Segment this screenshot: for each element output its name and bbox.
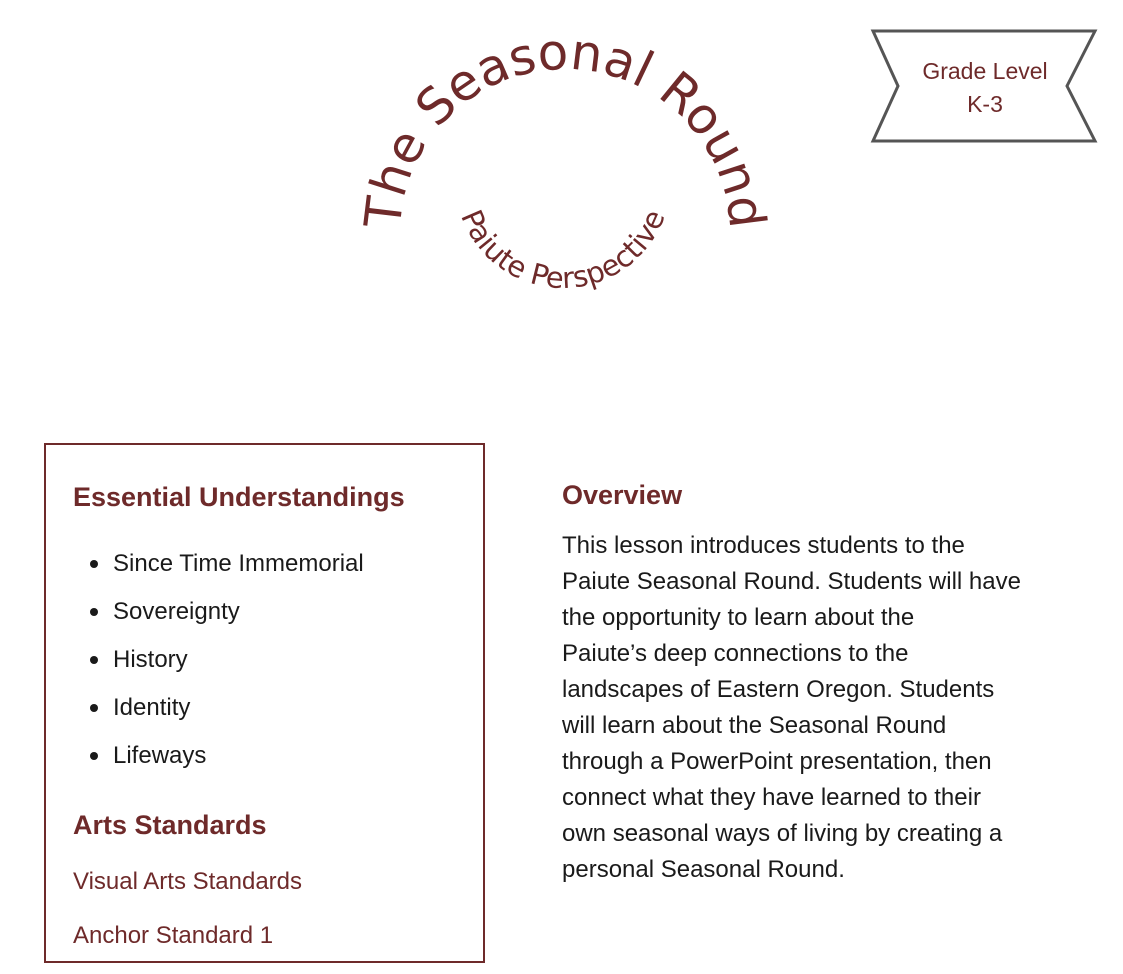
standard-item-anchor-1: Anchor Standard 1 xyxy=(73,922,274,949)
list-item: Sovereignty xyxy=(73,588,364,636)
overview-section xyxy=(562,480,1082,888)
overview-line: through a PowerPoint presentation, then xyxy=(562,748,992,775)
essential-understandings-list xyxy=(73,540,364,780)
list-item: Identity xyxy=(73,684,364,732)
lesson-title: The Seasonal Round xyxy=(353,22,777,232)
essential-understandings-heading: Essential Understandings xyxy=(73,482,405,512)
overview-line: Paiute’s deep connections to the xyxy=(562,640,909,667)
overview-line: connect what they have learned to their xyxy=(562,784,981,811)
standards-list xyxy=(73,866,302,974)
grade-level-label: Grade Level xyxy=(922,58,1048,84)
standard-item-visual-arts: Visual Arts Standards xyxy=(73,868,303,895)
overview-line: personal Seasonal Round. xyxy=(562,856,845,883)
overview-line: the opportunity to learn about the xyxy=(562,604,915,631)
overview-line: will learn about the Seasonal Round xyxy=(562,712,947,739)
grade-level-badge xyxy=(870,28,1100,146)
overview-heading: Overview xyxy=(562,480,683,510)
overview-line: Paiute Seasonal Round. Students will have xyxy=(562,568,1021,595)
overview-line: This lesson introduces students to the xyxy=(562,532,965,559)
overview-body xyxy=(562,528,1082,888)
lesson-subtitle: Paiute Perspective xyxy=(454,204,672,296)
overview-line: landscapes of Eastern Oregon. Students xyxy=(562,676,995,703)
overview-line: own seasonal ways of living by creating a xyxy=(562,820,1003,847)
title-graphic xyxy=(340,20,780,320)
grade-level-value: K-3 xyxy=(967,91,1003,117)
arts-standards-heading: Arts Standards xyxy=(73,810,267,840)
list-item: Lifeways xyxy=(73,732,364,780)
list-item: History xyxy=(73,636,364,684)
standards-panel xyxy=(44,443,485,963)
list-item: Since Time Immemorial xyxy=(73,540,364,588)
